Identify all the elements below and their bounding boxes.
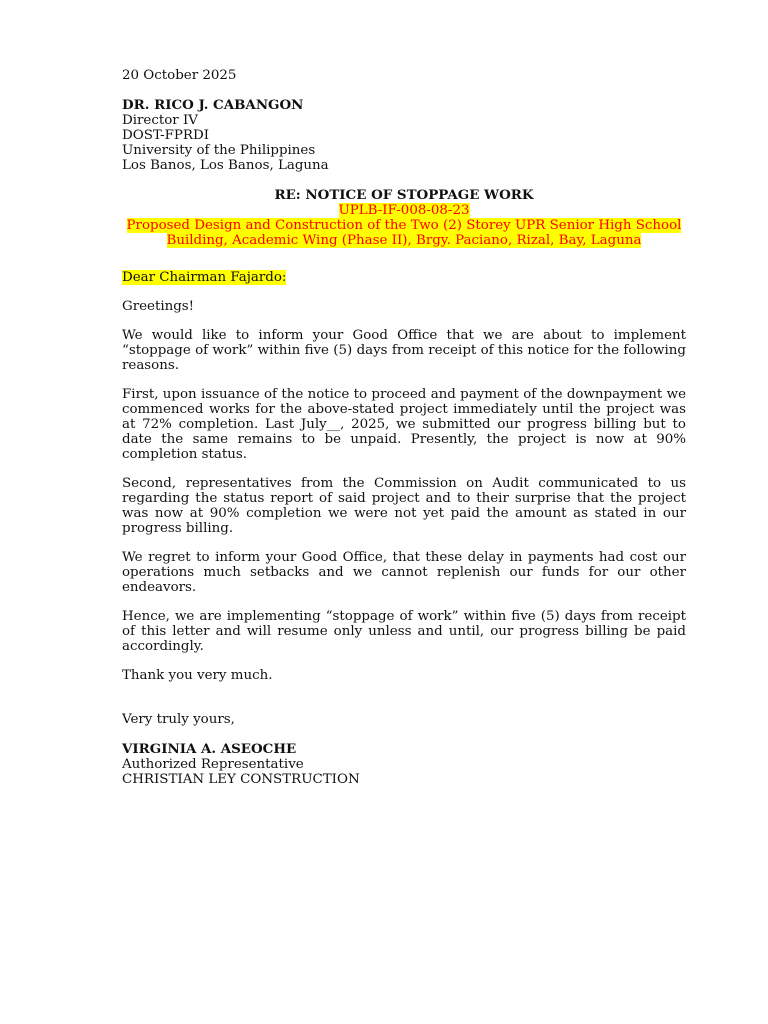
- subject-reference-code: UPLB-IF-008-08-23: [338, 203, 470, 218]
- addressee-name: DR. RICO J. CABANGON: [122, 97, 304, 113]
- closing-line: Very truly yours,: [122, 712, 235, 727]
- salutation-line: [122, 270, 686, 285]
- addressee-position: Director IV: [122, 113, 198, 128]
- signatory-title: Authorized Representative: [122, 757, 304, 772]
- addressee-institution: University of the Philippines: [122, 143, 316, 158]
- subject-block: [122, 188, 686, 248]
- letter-date: 20 October 2025: [122, 68, 237, 83]
- signatory-name: VIRGINIA A. ASEOCHE: [122, 741, 297, 757]
- body-paragraph: First, upon issuance of the notice to proceed and payment of the downpayment we commenced works for the above-stated project immediately until the project was at 72% completion. Last July__, 2025, we submitted our progress billing but to date the same remains to be unpaid. Presently, the project is now at 90% completion status.: [122, 387, 686, 462]
- signatory-company: CHRISTIAN LEY CONSTRUCTION: [122, 772, 360, 787]
- addressee-block: [122, 98, 686, 173]
- body-paragraph: We would like to inform your Good Office that we are about to implement “stoppage of work” within five (5) days from receipt of this notice for the following reasons.: [122, 328, 686, 373]
- letter-body: [122, 68, 686, 787]
- body-paragraph: We regret to inform your Good Office, that these delay in payments had cost our operations much setbacks and we cannot replenish our funds for our other endeavors.: [122, 550, 686, 595]
- greeting: Greetings!: [122, 299, 195, 314]
- addressee-office: DOST-FPRDI: [122, 128, 210, 143]
- subject-project-title: Proposed Design and Construction of the Two (2) Storey UPR Senior High School Building, Academic Wing (Phase II), Brgy. Paciano, Rizal, Bay, Laguna: [126, 218, 682, 248]
- thanks-line: Thank you very much.: [122, 668, 273, 683]
- addressee-address: Los Banos, Los Banos, Laguna: [122, 158, 329, 173]
- subject-re-line: RE: NOTICE OF STOPPAGE WORK: [274, 187, 534, 203]
- body-paragraph: Second, representatives from the Commission on Audit communicated to us regarding the status report of said project and to their surprise that the project was now at 90% completion we were not yet paid the amount as stated in our progress billing.: [122, 476, 686, 536]
- salutation: Dear Chairman Fajardo:: [122, 270, 287, 285]
- signatory-block: [122, 742, 686, 787]
- body-paragraph: Hence, we are implementing “stoppage of work” within five (5) days from receipt of this letter and will resume only unless and until, our progress billing be paid accordingly.: [122, 609, 686, 654]
